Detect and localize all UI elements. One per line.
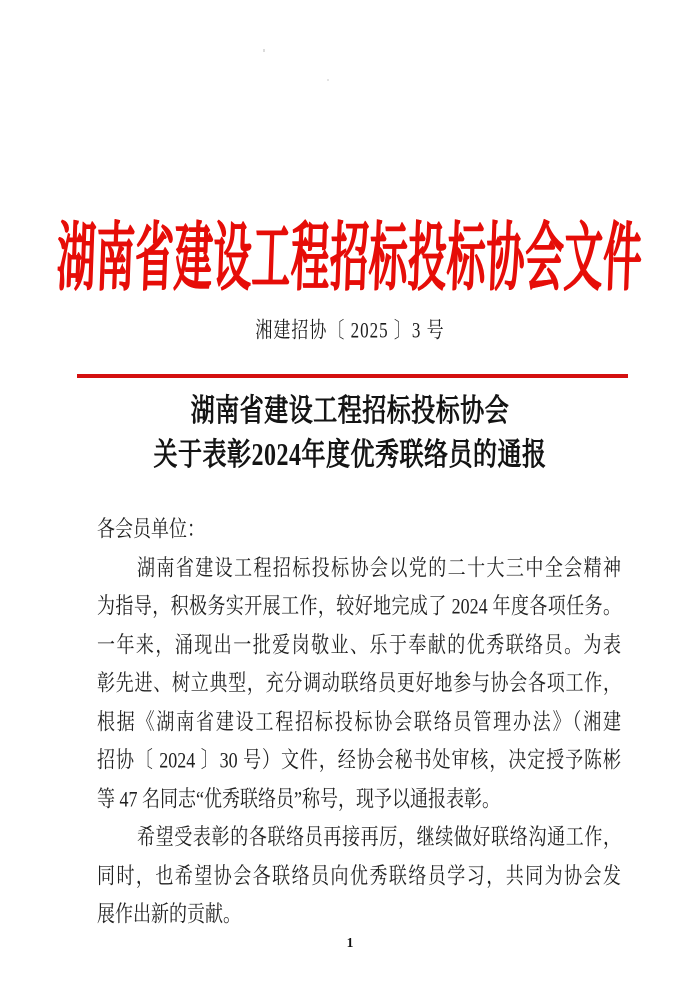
body-line: 招协〔 2024 〕30 号）文件，经协会秘书处审核，决定授予陈彬 bbox=[97, 747, 621, 773]
body-line: 希望受表彰的各联络员再接再厉，继续做好联络沟通工作， bbox=[137, 824, 621, 850]
doc-number-row bbox=[0, 320, 700, 343]
body-line: 各会员单位： bbox=[97, 516, 205, 542]
body-line: 根据《湖南省建设工程招标投标协会联络员管理办法》（湘建 bbox=[97, 708, 621, 734]
body-line: 等 47 名同志“优秀联络员”称号，现予以通报表彰。 bbox=[97, 785, 500, 811]
body-line: 一年来，涌现出一批爱岗敬业、乐于奉献的优秀联络员。为表 bbox=[97, 631, 621, 657]
body-line: 为指导，积极务实开展工作，较好地完成了 2024 年度各项任务。 bbox=[97, 593, 621, 619]
page-number: 1 bbox=[346, 935, 354, 950]
notice-title bbox=[0, 390, 700, 478]
body-line: 同时，也希望协会各联络员向优秀联络员学习，共同为协会发 bbox=[97, 862, 621, 888]
body-text bbox=[97, 510, 621, 934]
masthead bbox=[0, 215, 700, 301]
body-line: 彰先进、树立典型，充分调动联络员更好地参与协会各项工作， bbox=[97, 670, 621, 696]
doc-number: 湘建招协〔 2025 〕3 号 bbox=[255, 318, 445, 343]
scan-speck bbox=[263, 49, 265, 52]
scan-speck bbox=[327, 79, 329, 81]
notice-title-line1: 湖南省建设工程招标投标协会 bbox=[190, 395, 510, 429]
masthead-org-title: 湖南省建设工程招标投标协会文件 bbox=[55, 218, 644, 301]
red-divider-rule bbox=[77, 374, 628, 378]
body-line: 展作出新的贡献。 bbox=[97, 901, 241, 927]
notice-title-line2: 关于表彰2024年度优秀联络员的通报 bbox=[153, 439, 547, 473]
body-line: 湖南省建设工程招标投标协会以党的二十大三中全会精神 bbox=[137, 554, 621, 580]
